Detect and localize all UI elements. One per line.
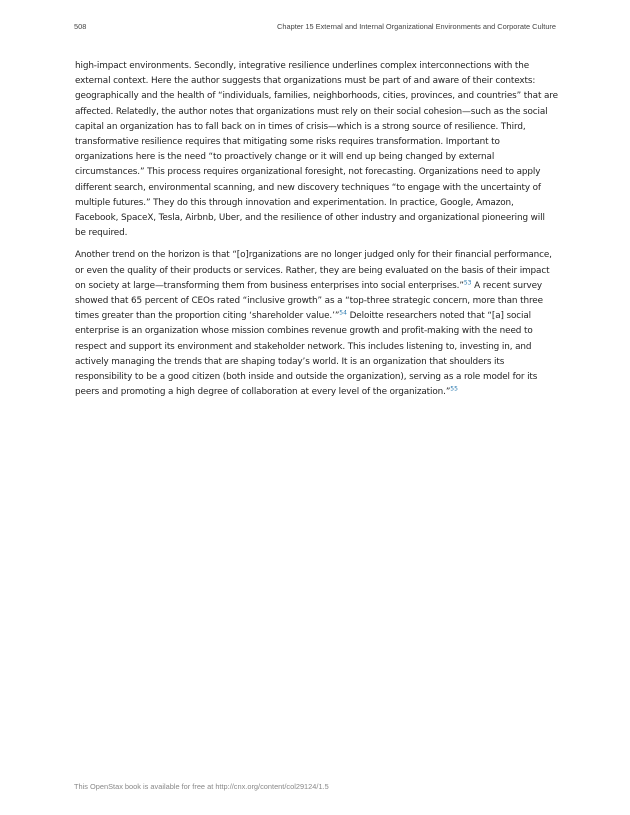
paragraph-social-enterprise — [75, 248, 558, 400]
paragraph-segment: Another trend on the horizon is that “[o]rganizations are no longer judged only for their financial performance, or even the quality of their products or services. Rather, they are being evaluated on the basis of their impact on society at large—transforming them from business enterprises into social enterprises.” — [75, 250, 552, 291]
paragraph-segment: A recent survey showed that 65 percent of CEOs rated “inclusive growth” as a “top-three strategic concern, more than three times greater than the proportion citing ‘shareholder value.’” — [75, 280, 543, 322]
body-text — [75, 59, 558, 407]
page-number: 508 — [74, 22, 87, 31]
footnote-ref-53[interactable]: 53 — [463, 279, 472, 287]
footer-availability-note: This OpenStax book is available for free at http://cnx.org/content/col29124/1.5 — [74, 782, 329, 791]
footnote-ref-55[interactable]: 55 — [450, 385, 458, 393]
paragraph-segment: Deloitte researchers noted that “[a] social enterprise is an organization whose mission combines revenue growth and profit-making with the need to respect and support its environment and stakeholder network. This includes listening to, investing in, and actively managing the trends that are shaping today’s world. It is an organization that shoulders its responsibility to be a good citizen (both inside and outside the organization), serving as a role model for its peers and promoting a high degree of collaboration at every level of the organization.” — [75, 311, 538, 398]
paragraph-text: high-impact environments. Secondly, integrative resilience underlines complex interconnections with the external context. Here the author suggests that organizations must be part of and aware of their contexts: geographically and the health of “individuals, families, neighborhoods, cities, provinces, and countries” that are affected. Relatedly, the author notes that organizations must rely on their social cohesion—such as the social capital an organization has to fall back on in times of crisis—which is a strong source of resilience. Third, transformative resilience requires that mitigating some risks requires transformation. Important to organizations here is the need “to proactively change or it will end up being changed by external circumstances.” This process requires organizational foresight, not forecasting. Organizations need to apply different search, environmental scanning, and new discovery techniques “to engage with the uncertainty of multiple futures.” They do this through innovation and experimentation. In practice, Google, Amazon, Facebook, SpaceX, Tesla, Airbnb, Uber, and the resilience of other industry and organizational pioneering will be required. — [75, 61, 558, 239]
page-footer — [74, 782, 329, 791]
page-header — [74, 22, 556, 36]
chapter-title: Chapter 15 External and Internal Organizational Environments and Corporate Culture — [277, 22, 556, 31]
footnote-ref-54[interactable]: 54 — [339, 309, 347, 317]
paragraph-resilience — [75, 59, 558, 241]
